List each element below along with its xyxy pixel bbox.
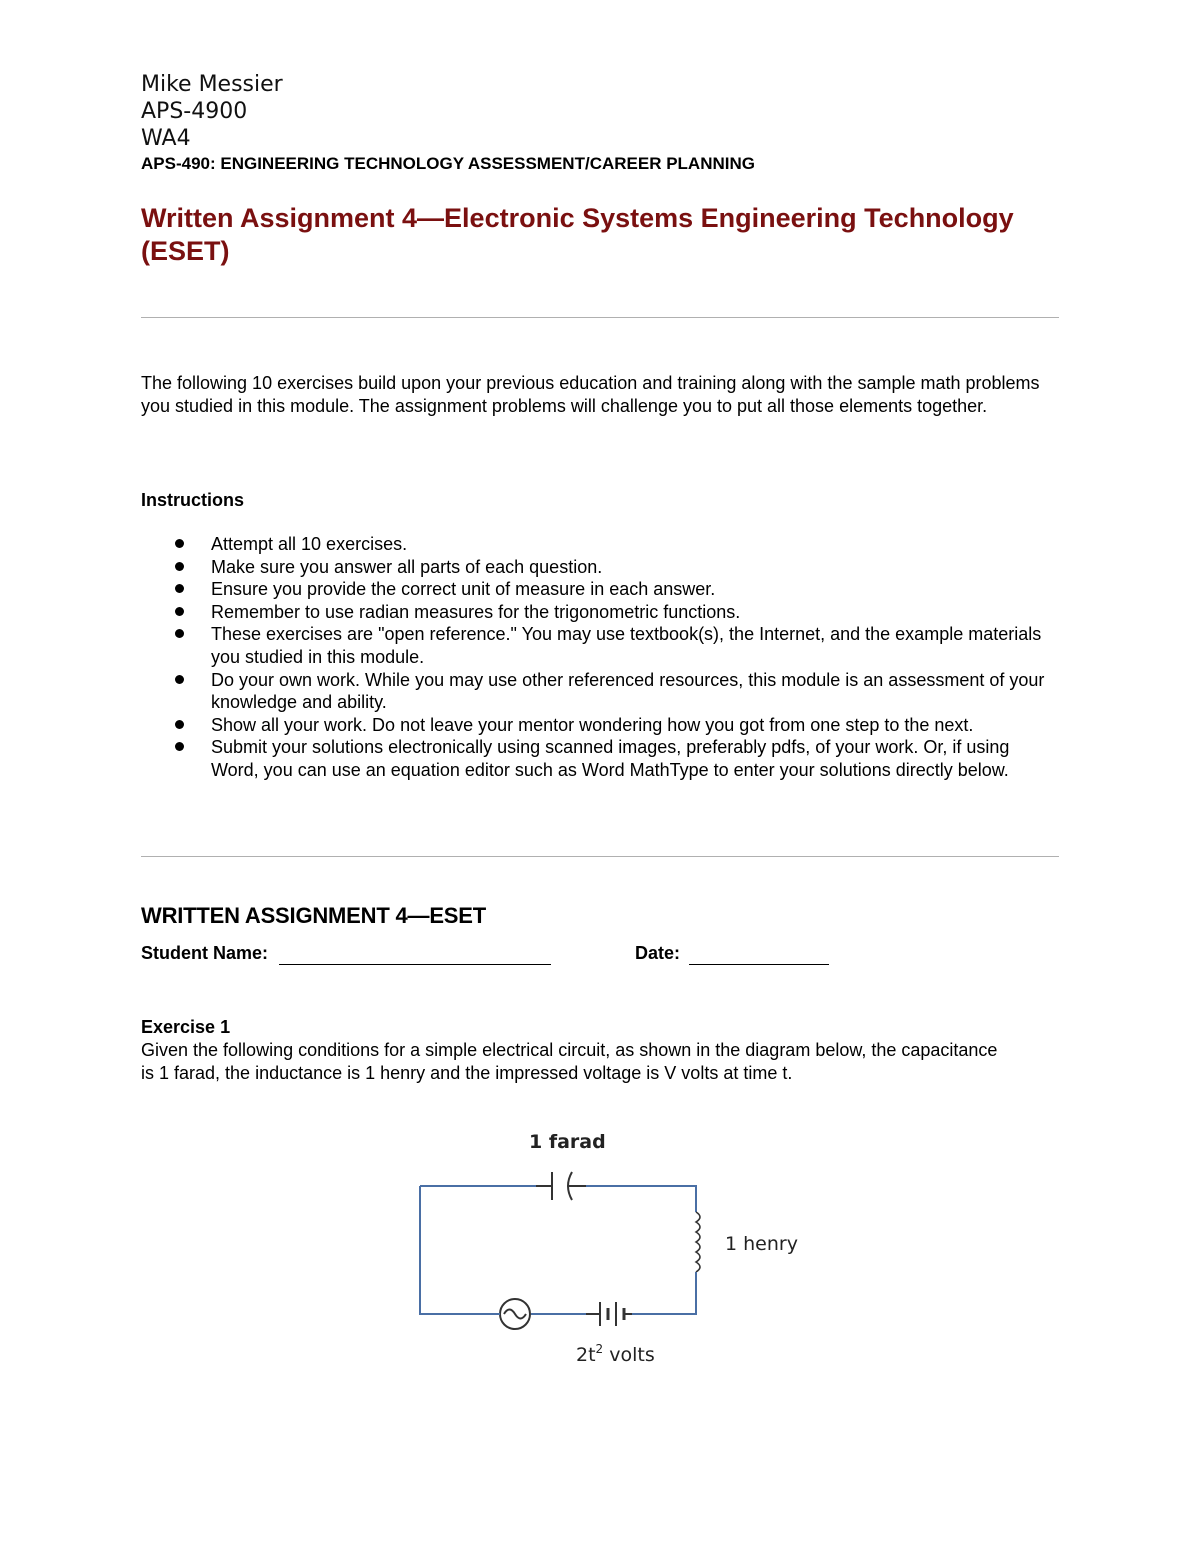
author-name: Mike Messier <box>141 72 283 97</box>
bullet-icon <box>175 629 184 638</box>
bullet-icon <box>175 539 184 548</box>
course-title: APS-490: ENGINEERING TECHNOLOGY ASSESSMENT/CAREER PLANNING <box>141 154 755 173</box>
instruction-item: Make sure you answer all parts of each question. <box>141 556 1059 579</box>
circuit-diagram <box>400 1120 840 1380</box>
bullet-icon <box>175 562 184 571</box>
ac-wave <box>504 1310 526 1319</box>
bullet-icon <box>175 675 184 684</box>
wire-right <box>632 1272 696 1314</box>
exercise-heading: Exercise 1 <box>141 1017 231 1037</box>
wire-left <box>420 1186 500 1314</box>
date-label: Date: <box>635 943 681 963</box>
instruction-item: Show all your work. Do not leave your mentor wondering how you got from one step to the next. <box>141 714 1059 737</box>
inductor-coil <box>696 1212 700 1272</box>
bullet-icon <box>175 742 184 751</box>
divider <box>141 317 1059 318</box>
student-name-field[interactable] <box>279 946 551 965</box>
intro-paragraph: The following 10 exercises build upon your previous education and training along with the sample math problems you studied in this module. The assignment problems will challenge you to put all those elements together. <box>141 373 1040 416</box>
instruction-item: Do your own work. While you may use other referenced resources, this module is an assessment of your knowledge and ability. <box>141 669 1059 714</box>
document-title: Written Assignment 4—Electronic Systems Engineering Technology (ESET) <box>141 203 1014 266</box>
inductor-label: 1 henry <box>725 1233 798 1255</box>
wire-top-right <box>586 1186 696 1212</box>
capacitor-label: 1 farad <box>529 1131 606 1153</box>
instruction-item: Remember to use radian measures for the trigonometric functions. <box>141 601 1059 624</box>
bullet-icon <box>175 720 184 729</box>
date-field[interactable] <box>689 946 829 965</box>
instruction-item: These exercises are "open reference." You may use textbook(s), the Internet, and the example materials you studied in this module. <box>141 623 1059 668</box>
bullet-icon <box>175 607 184 616</box>
instruction-item: Attempt all 10 exercises. <box>141 533 1059 556</box>
exercise-text: Given the following conditions for a simple electrical circuit, as shown in the diagram below, the capacitance is 1 farad, the inductance is 1 henry and the impressed voltage is V volts at time t. <box>141 1040 998 1083</box>
course-code: APS-4900 <box>141 99 248 124</box>
voltage-label: $2t^2$ volts <box>576 1342 655 1366</box>
form-heading: WRITTEN ASSIGNMENT 4—ESET <box>141 903 486 928</box>
instruction-item: Ensure you provide the correct unit of measure in each answer. <box>141 578 1059 601</box>
instructions-list <box>141 533 1059 782</box>
instructions-heading: Instructions <box>141 490 245 510</box>
date-row <box>635 942 935 965</box>
circuit-wires <box>420 1172 700 1329</box>
instruction-item: Submit your solutions electronically using scanned images, preferably pdfs, of your work. Or, if using Word, you can use an equation editor such as Word MathType to enter your solutions directly below. <box>141 736 1059 781</box>
student-name-label: Student Name: <box>141 943 269 963</box>
divider <box>141 856 1059 857</box>
bullet-icon <box>175 584 184 593</box>
assignment-code: WA4 <box>141 126 191 151</box>
